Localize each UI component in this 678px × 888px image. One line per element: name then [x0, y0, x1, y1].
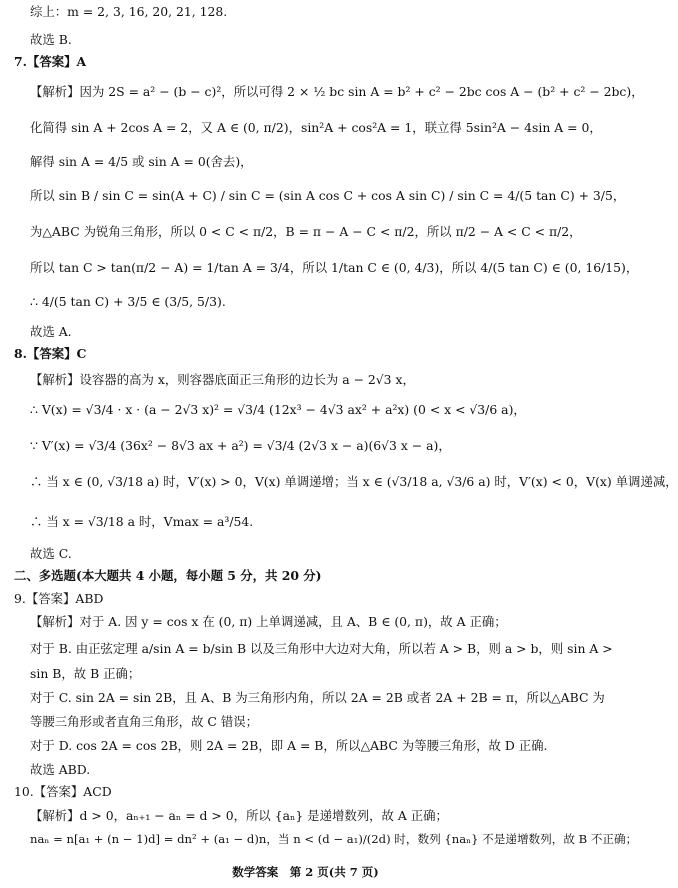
- text-line: 为△ABC 为锐角三角形，所以 0 < C < π/2，B = π − A − C < π/2，所以 π/2 − A < C < π/2，: [30, 224, 582, 239]
- text-line: 所以 tan C > tan(π/2 − A) = 1/tan A = 3/4，所以 1/tan C ∈ (0, 4/3)，所以 4/(5 tan C) ∈ (0, 16/15)，: [30, 260, 639, 275]
- text-line: 故选 A.: [30, 324, 72, 339]
- text-line: 综上：m = 2, 3, 16, 20, 21, 128.: [30, 4, 228, 19]
- question-10-answer: 10.【答案】ACD: [14, 784, 112, 799]
- question-7-answer: 7.【答案】A: [14, 54, 87, 69]
- text-line: ∴ V(x) = √3/4 · x · (a − 2√3 x)² = √3/4 (12x³ − 4√3 ax² + a²x) (0 < x < √3/6 a)，: [30, 402, 526, 417]
- text-line: 【解析】对于 A. 因 y = cos x 在 (0, π) 上单调递减，且 A、B ∈ (0, π)，故 A 正确；: [30, 614, 507, 629]
- text-line: 【解析】因为 2S = a² − (b − c)²，所以可得 2 × ½ bc sin A = b² + c² − 2bc cos A − (b² + c² − 2bc)，: [30, 84, 644, 99]
- text-line: ∴ 4/(5 tan C) + 3/5 ∈ (3/5, 5/3).: [30, 294, 226, 309]
- text-line: 【解析】d > 0，aₙ₊₁ − aₙ = d > 0，所以 {aₙ} 是递增数列，故 A 正确；: [30, 808, 448, 823]
- text-line: 故选 B.: [30, 32, 72, 47]
- text-line: ∴ 当 x ∈ (0, √3/18 a) 时，V′(x) > 0，V(x) 单调递增；当 x ∈ (√3/18 a, √3/6 a) 时，V′(x) < 0，V(x) 单调递减，: [30, 474, 678, 489]
- text-line: 对于 D. cos 2A = cos 2B，则 2A = 2B，即 A = B，所以△ABC 为等腰三角形，故 D 正确.: [30, 738, 548, 753]
- text-line: 解得 sin A = 4/5 或 sin A = 0(舍去)，: [30, 154, 253, 169]
- text-line: 对于 B. 由正弦定理 a/sin A = b/sin B 以及三角形中大边对大角，所以若 A > B，则 a > b，则 sin A >: [30, 641, 613, 656]
- text-line: naₙ = n[a₁ + (n − 1)d] = dn² + (a₁ − d)n，当 n < (d − a₁)/(2d) 时，数列 {naₙ} 不是递增数列，故 B 不正确；: [30, 832, 638, 846]
- question-9-answer: 9.【答案】ABD: [14, 591, 104, 606]
- section-heading: 二、多选题(本大题共 4 小题，每小题 5 分，共 20 分): [14, 568, 322, 583]
- text-line: ∵ V′(x) = √3/4 (36x² − 8√3 ax + a²) = √3/4 (2√3 x − a)(6√3 x − a)，: [30, 438, 451, 453]
- page-footer: 数学答案 第 2 页(共 7 页): [232, 865, 379, 879]
- text-line: 故选 ABD.: [30, 762, 91, 777]
- text-line: 故选 C.: [30, 546, 72, 561]
- text-line: sin B，故 B 正确；: [30, 666, 141, 681]
- text-line: ∴ 当 x = √3/18 a 时，Vmax = a³/54.: [30, 514, 254, 529]
- text-line: 对于 C. sin 2A = sin 2B，且 A、B 为三角形内角，所以 2A = 2B 或者 2A + 2B = π，所以△ABC 为: [30, 690, 605, 705]
- question-8-answer: 8.【答案】C: [14, 346, 87, 361]
- text-line: 所以 sin B / sin C = sin(A + C) / sin C = (sin A cos C + cos A sin C) / sin C = 4/(5 tan C) + 3/5，: [30, 188, 626, 203]
- text-line: 等腰三角形或者直角三角形，故 C 错误；: [30, 714, 258, 729]
- text-line: 化简得 sin A + 2cos A = 2，又 A ∈ (0, π/2)，sin²A + cos²A = 1，联立得 5sin²A − 4sin A = 0，: [30, 120, 602, 135]
- text-line: 【解析】设容器的高为 x，则容器底面正三角形的边长为 a − 2√3 x，: [30, 372, 415, 387]
